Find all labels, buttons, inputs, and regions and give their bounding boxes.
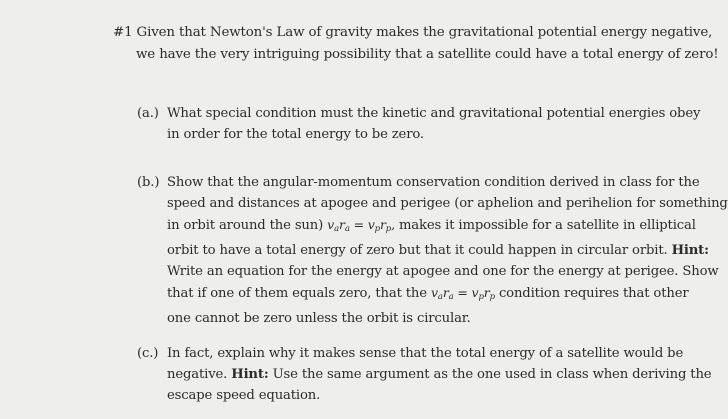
problem-intro-line-2: we have the very intriguing possibility that a satellite could have a total energy of zero! [136,47,719,62]
part-b-line-5: Write an equation for the energy at apogee and one for the energy at perigee. Show [167,264,719,279]
part-b [137,172,728,329]
angular-momentum-equation: $v_ar_a = v_pr_p$ [430,285,495,302]
part-a [137,103,700,145]
part-b-line-1: Show that the angular-momentum conservation condition derived in class for the [167,175,700,190]
part-c-line-2: negative. Hint: Use the same argument as the one used in class when deriving the [167,367,712,382]
problem-statement [113,22,719,66]
problem-intro-line-1: #1 Given that Newton's Law of gravity makes the gravitational potential energy negative, [113,25,713,40]
part-c-label: (c.) [137,346,159,361]
part-b-line-7: one cannot be zero unless the orbit is circular. [167,311,471,326]
hint-label: Hint: [671,243,709,258]
part-b-line-4: orbit to have a total energy of zero but that it could happen in circular orbit. Hint: [167,243,709,258]
part-c-line-3: escape speed equation. [167,388,321,403]
part-c-line-1: In fact, explain why it makes sense that the total energy of a satellite would be [167,346,684,361]
part-b-label: (b.) [137,175,160,190]
part-c [137,343,711,406]
part-a-label: (a.) [137,106,159,121]
part-a-line-2: in order for the total energy to be zero. [167,127,424,142]
part-a-line-1: What special condition must the kinetic and gravitational potential energies obey [167,106,701,121]
angular-momentum-equation: $v_ar_a = v_pr_p$, [327,217,395,234]
part-b-line-2: speed and distances at apogee and perigee (or aphelion and perihelion for something [167,196,728,211]
part-b-line-6: that if one of them equals zero, that the $v_ar_a = v_pr_p$ condition requires that other [167,285,689,302]
hint-label: Hint: [231,367,269,382]
part-b-line-3: in orbit around the sun) $v_ar_a = v_pr_p$, makes it impossible for a satellite in elliptical [167,217,696,234]
